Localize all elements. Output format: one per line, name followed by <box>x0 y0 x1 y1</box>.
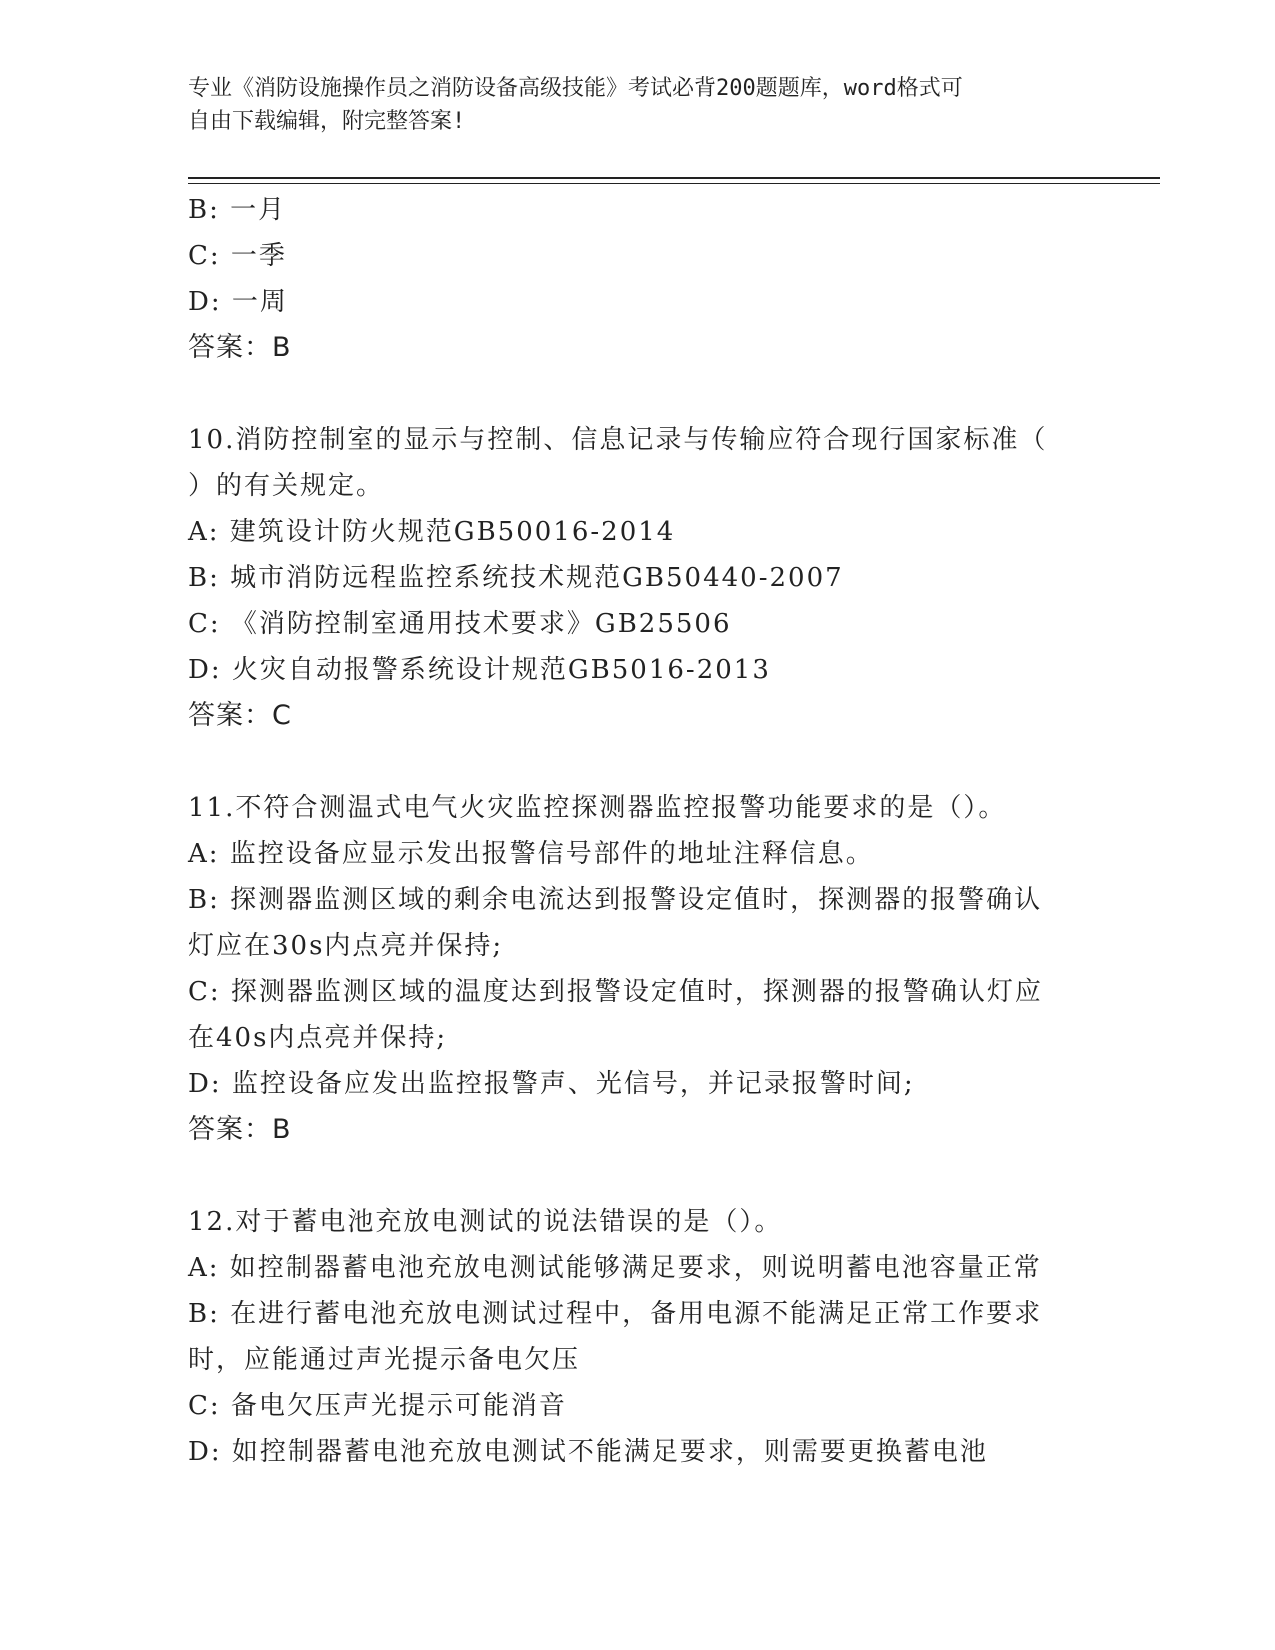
option-d: D: 如控制器蓄电池充放电测试不能满足要求，则需要更换蓄电池 <box>188 1437 988 1467</box>
question-list <box>188 187 1088 1475</box>
question-10 <box>188 417 1088 739</box>
option-b: B: 城市消防远程监控系统技术规范GB50440-2007 <box>188 563 844 593</box>
option-d: D: 一周 <box>188 287 288 317</box>
question-stem-cont: ）的有关规定。 <box>188 471 385 501</box>
option-d: D: 监控设备应发出监控报警声、光信号，并记录报警时间; <box>188 1069 915 1099</box>
question-11 <box>188 785 1088 1153</box>
question-stem: 12.对于蓄电池充放电测试的说法错误的是（）。 <box>188 1207 783 1237</box>
option-a: A: 如控制器蓄电池充放电测试能够满足要求，则说明蓄电池容量正常 <box>188 1253 1042 1283</box>
option-c-cont: 在40s内点亮并保持; <box>188 1023 448 1053</box>
option-c: C: 探测器监测区域的温度达到报警设定值时，探测器的报警确认灯应 <box>188 977 1043 1007</box>
option-b: B: 一月 <box>188 195 287 225</box>
option-b-cont: 灯应在30s内点亮并保持; <box>188 931 504 961</box>
question-9-tail <box>188 187 1088 371</box>
header-line-1: 专业《消防设施操作员之消防设备高级技能》考试必背200题题库，word格式可 <box>188 76 963 101</box>
option-d: D: 火灾自动报警系统设计规范GB5016-2013 <box>188 655 771 685</box>
question-12 <box>188 1199 1088 1475</box>
spacer <box>188 739 1088 785</box>
option-c: C: 备电欠压声光提示可能消音 <box>188 1391 567 1421</box>
option-b-cont: 时，应能通过声光提示备电欠压 <box>188 1345 581 1375</box>
answer: 答案：C <box>188 700 292 731</box>
header-line-2: 自由下载编辑，附完整答案! <box>188 109 466 134</box>
answer: 答案：B <box>188 1114 292 1145</box>
question-stem: 11.不符合测温式电气火灾监控探测器监控报警功能要求的是（）。 <box>188 793 1007 823</box>
header-rule-thick <box>188 177 1160 179</box>
option-a: A: 监控设备应显示发出报警信号部件的地址注释信息。 <box>188 839 874 869</box>
option-c: C: 《消防控制室通用技术要求》GB25506 <box>188 609 732 639</box>
question-stem: 10.消防控制室的显示与控制、信息记录与传输应符合现行国家标准（ <box>188 425 1048 455</box>
option-b: B: 探测器监测区域的剩余电流达到报警设定值时，探测器的报警确认 <box>188 885 1043 915</box>
option-c: C: 一季 <box>188 241 287 271</box>
spacer <box>188 371 1088 417</box>
answer: 答案：B <box>188 332 292 363</box>
option-b: B: 在进行蓄电池充放电测试过程中，备用电源不能满足正常工作要求 <box>188 1299 1043 1329</box>
option-a: A: 建筑设计防火规范GB50016-2014 <box>188 517 676 547</box>
header-rule-thin <box>188 183 1160 184</box>
page-header <box>188 72 1088 138</box>
spacer <box>188 1153 1088 1199</box>
